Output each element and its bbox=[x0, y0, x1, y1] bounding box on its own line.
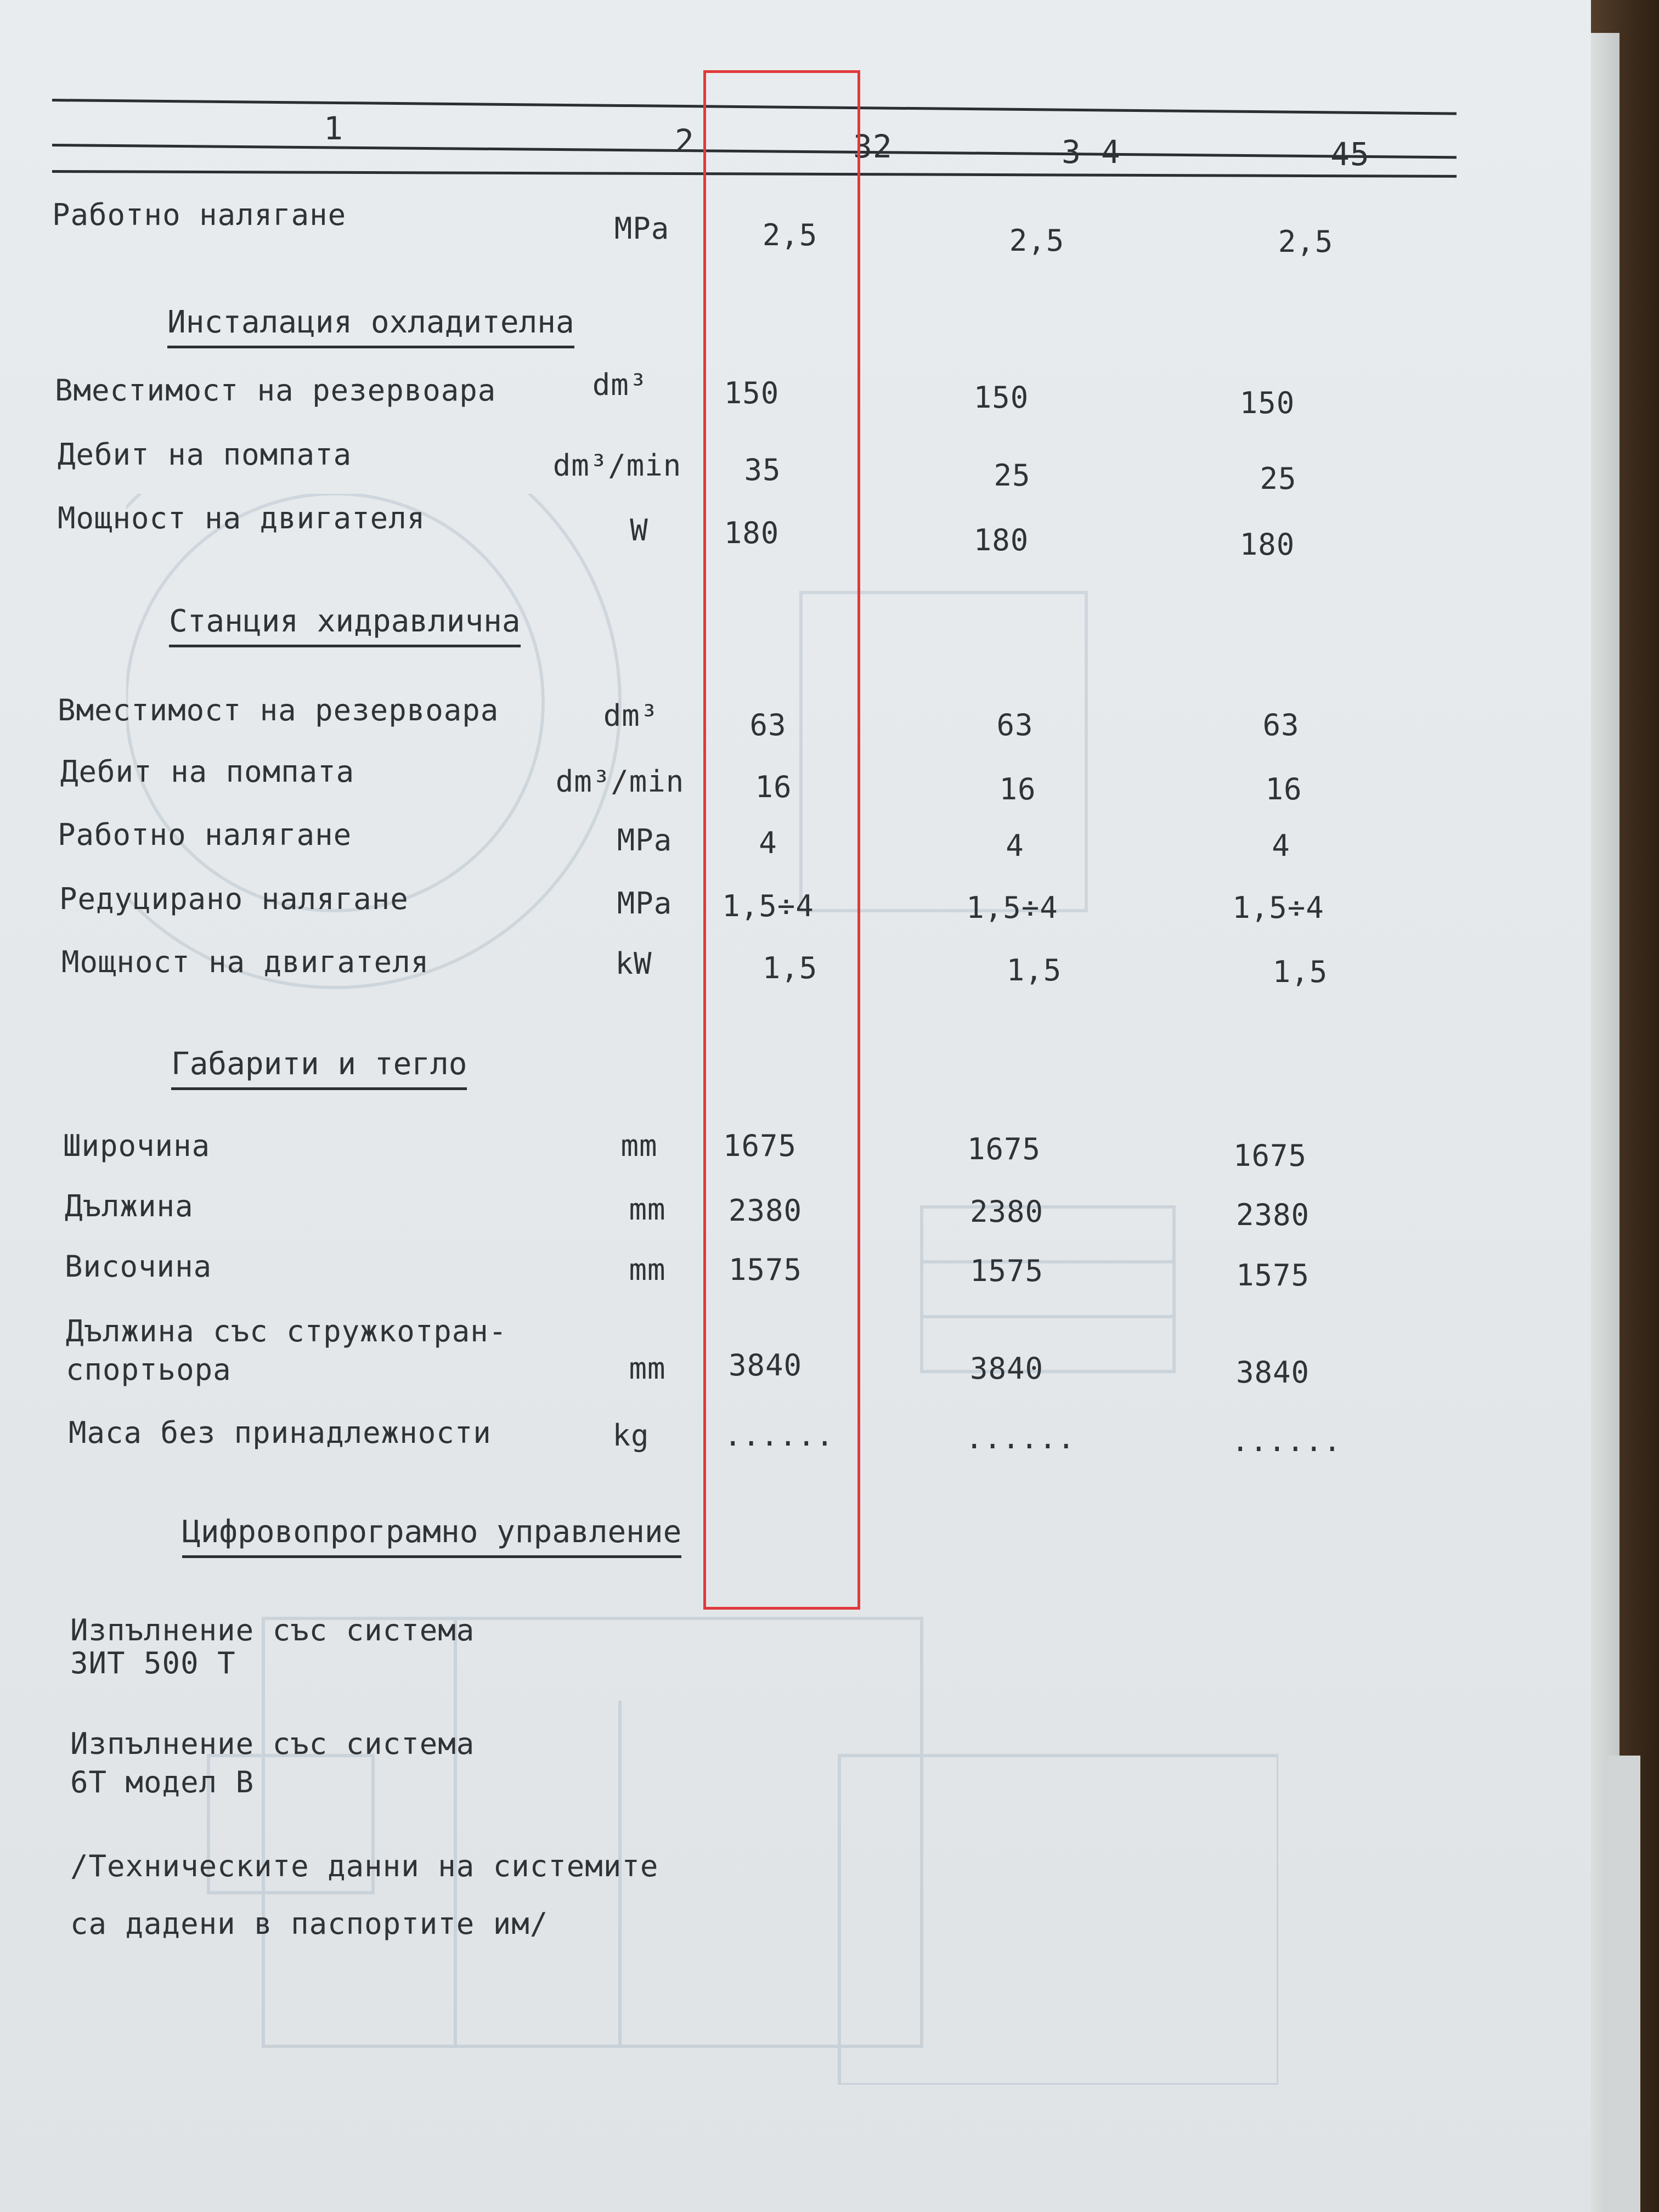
row-label-length: Дължина bbox=[65, 1189, 194, 1223]
note-technical-data-line1: /Техническите данни на системите bbox=[70, 1849, 659, 1883]
row-label-reduced-pressure: Редуцирано налягане bbox=[59, 882, 409, 916]
note-technical-data-line2: са дадени в паспортите им/ bbox=[70, 1906, 549, 1941]
cell-value: 25 bbox=[1260, 461, 1297, 496]
column-highlight-box bbox=[703, 70, 860, 1610]
cell-value: 1575 bbox=[728, 1252, 803, 1287]
cell-value: 63 bbox=[749, 708, 787, 742]
row-label-motor-power: Мощност на двигателя bbox=[61, 945, 430, 979]
cell-value: 3840 bbox=[728, 1348, 803, 1383]
cell-value: 63 bbox=[1262, 708, 1300, 742]
row-unit: MPa bbox=[614, 211, 670, 246]
cell-value: 63 bbox=[996, 708, 1034, 742]
cell-value: ...... bbox=[965, 1421, 1076, 1455]
row-label-width: Широчина bbox=[63, 1128, 211, 1163]
cell-value: 1,5 bbox=[1006, 953, 1062, 988]
column-header-3: 32 bbox=[853, 128, 893, 165]
cell-value: 1675 bbox=[723, 1128, 797, 1163]
row-label-length-with-conveyor-cont: спортьора bbox=[66, 1352, 232, 1387]
cell-value: 25 bbox=[994, 458, 1031, 493]
page-stack-edge-lower bbox=[1607, 1756, 1640, 2212]
cell-value: ...... bbox=[724, 1418, 834, 1453]
row-unit: kg bbox=[612, 1418, 650, 1453]
cell-value: 16 bbox=[1265, 772, 1302, 806]
column-header-1: 1 bbox=[324, 110, 343, 147]
cell-value: 1675 bbox=[1233, 1138, 1307, 1173]
cell-value: 3840 bbox=[1235, 1355, 1310, 1390]
row-label-mass: Маса без принадлежности bbox=[69, 1415, 492, 1450]
column-header-5: 45 bbox=[1330, 136, 1370, 173]
row-unit: mm bbox=[620, 1128, 658, 1163]
row-label-height: Височина bbox=[65, 1249, 212, 1284]
row-label-tank-capacity: Вместимост на резервоара bbox=[55, 373, 496, 408]
cell-value: 4 bbox=[1272, 828, 1290, 863]
row-unit: W bbox=[630, 513, 648, 548]
row-unit: MPa bbox=[617, 823, 673, 857]
note-system-6t-line1: Изпълнение със система bbox=[70, 1726, 475, 1761]
row-label-motor-power: Мощност на двигателя bbox=[58, 501, 426, 535]
cell-value: 16 bbox=[755, 770, 792, 804]
note-system-zit-line2: ЗИТ 500 Т bbox=[70, 1646, 236, 1680]
row-label-working-pressure: Работно налягане bbox=[58, 817, 352, 852]
row-unit: dm³/min bbox=[555, 764, 685, 799]
cell-value: 2,5 bbox=[762, 218, 818, 252]
cell-value: 2,5 bbox=[1009, 223, 1065, 258]
row-unit: dm³/min bbox=[552, 448, 682, 483]
row-unit: MPa bbox=[617, 886, 673, 921]
cell-value: 1575 bbox=[969, 1254, 1044, 1288]
cell-value: 150 bbox=[1239, 386, 1295, 420]
row-label-pump-flow: Дебит на помпата bbox=[58, 437, 352, 472]
row-label-tank-capacity: Вместимост на резервоара bbox=[58, 693, 499, 727]
cell-value: 1,5 bbox=[1272, 955, 1328, 989]
cell-value: 1,5 bbox=[762, 951, 818, 985]
cell-value: 2380 bbox=[1235, 1198, 1310, 1232]
section-title-cnc: Цифровопрограмно управление bbox=[182, 1517, 681, 1558]
column-header-2: 2 bbox=[675, 122, 695, 160]
row-label-working-pressure: Работно налягане bbox=[52, 198, 347, 232]
row-unit: kW bbox=[615, 946, 652, 981]
cell-value: 16 bbox=[999, 772, 1036, 806]
note-system-6t-line2: 6Т модел В bbox=[70, 1765, 255, 1799]
cell-value: 4 bbox=[759, 826, 777, 860]
section-title-hydraulic: Станция хидравлична bbox=[169, 606, 521, 647]
cell-value: 2,5 bbox=[1278, 224, 1334, 259]
section-title-dimensions: Габарити и тегло bbox=[171, 1049, 467, 1090]
cell-value: 4 bbox=[1006, 828, 1024, 863]
section-title-cooling: Инсталация охладителна bbox=[167, 307, 574, 348]
note-system-zit-line1: Изпълнение със система bbox=[70, 1613, 475, 1647]
cell-value: 150 bbox=[973, 380, 1029, 415]
cell-value: 150 bbox=[724, 376, 780, 410]
row-label-pump-flow: Дебит на помпата bbox=[60, 754, 355, 789]
cell-value: 2380 bbox=[969, 1194, 1044, 1229]
row-label-length-with-conveyor: Дължина със стружкотран- bbox=[66, 1314, 507, 1348]
cell-value: 1575 bbox=[1235, 1258, 1310, 1293]
column-header-4: 3 4 bbox=[1062, 133, 1121, 171]
cell-value: 180 bbox=[724, 516, 780, 550]
row-unit: dm³ bbox=[603, 698, 659, 733]
cell-value: 3840 bbox=[969, 1351, 1044, 1386]
cell-value: 2380 bbox=[728, 1193, 803, 1228]
row-unit: dm³ bbox=[592, 368, 648, 402]
cell-value: 180 bbox=[973, 523, 1029, 557]
cell-value: 180 bbox=[1239, 527, 1295, 562]
row-unit: mm bbox=[629, 1351, 666, 1386]
row-unit: mm bbox=[629, 1252, 666, 1287]
row-unit: mm bbox=[629, 1192, 666, 1227]
cell-value: 35 bbox=[744, 453, 781, 487]
cell-value: 1,5÷4 bbox=[966, 890, 1058, 925]
cell-value: ...... bbox=[1231, 1424, 1342, 1458]
cell-value: 1675 bbox=[967, 1132, 1041, 1166]
cell-value: 1,5÷4 bbox=[1232, 890, 1324, 925]
cell-value: 1,5÷4 bbox=[722, 889, 814, 923]
